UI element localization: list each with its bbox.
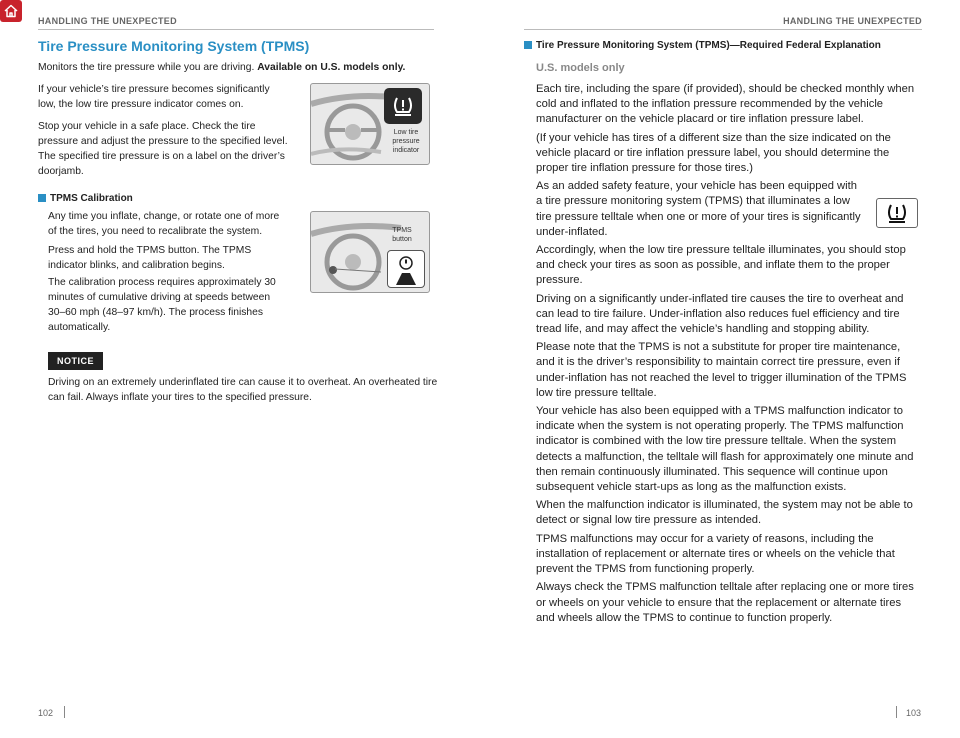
left-page-divider (64, 706, 65, 718)
federal-para: (If your vehicle has tires of a different size than the size indicated on the vehicle placard or tire inflation pressure label, you should determine the proper tire inflation pressure for those tires.) (536, 131, 891, 175)
tpms-button-figure (310, 211, 430, 293)
left-running-header: HANDLING THE UNEXPECTED (38, 16, 177, 26)
cal-para-2: Press and hold the TPMS button. The TPMS indicator blinks, and calibration begins. (48, 245, 252, 271)
section-marker (38, 194, 46, 202)
home-button[interactable] (0, 0, 22, 22)
federal-explanation-body (536, 82, 920, 629)
dashboard-figure (310, 83, 430, 165)
federal-para: Always check the TPMS malfunction telltale after replacing one or more tires or wheels on your vehicle to ensure that the replacement or alternate tires and wheels allow the TPMS to continue to function properly. (536, 581, 914, 624)
federal-para: Each tire, including the spare (if provided), should be checked monthly when cold and inflated to the inflation pressure recommended by the vehicle manufacturer on the vehicle placard or tire inflation pressure label. (536, 83, 915, 126)
section-marker (524, 41, 532, 49)
low-tire-indicator-callout (384, 88, 422, 124)
cal-para-3: The calibration process requires approximately 30 minutes of cumulative driving at speeds between 30–60 mph (48–97 km/h). The process finishes automatically. (48, 277, 276, 333)
para-stop-vehicle: Stop your vehicle in a safe place. Check the tire pressure and adjust the pressure to the specified level. The specified tire pressure is on a label on the driver’s doorjamb. (38, 121, 288, 177)
fig1-label: Low tire pressure indicator (392, 129, 420, 154)
cal-para-1: Any time you inflate, change, or rotate one of more of the tires, you need to recalibrate the system. (48, 211, 280, 237)
right-header-rule (524, 29, 922, 30)
tpms-warning-icon (391, 95, 415, 117)
us-models-only: U.S. models only (536, 62, 625, 74)
federal-para: Please note that the TPMS is not a substitute for proper tire maintenance, and it is the driver’s responsibility to maintain correct tire pressure, even if under-inflation has not reached the level to trigger illumination of the TPMS low tire pressure telltale. (536, 341, 907, 399)
federal-para: When the malfunction indicator is illuminated, the system may not be able to detect or signal low tire pressure as intended. (536, 499, 913, 527)
para-low-pressure: If your vehicle’s tire pressure becomes significantly low, the low tire pressure indicator comes on. (38, 84, 270, 110)
home-icon (3, 3, 19, 19)
calibration-heading-text: TPMS Calibration (50, 193, 133, 204)
intro-text (38, 60, 438, 75)
right-page-number: 103 (906, 708, 922, 718)
left-header-rule (38, 29, 434, 30)
right-running-header: HANDLING THE UNEXPECTED (783, 16, 922, 26)
intro-bold: Available on U.S. models only. (257, 62, 406, 73)
page-title: Tire Pressure Monitoring System (TPMS) (38, 38, 310, 54)
notice-badge: NOTICE (48, 352, 103, 370)
fig2-label: TPMS button (392, 227, 412, 243)
federal-para: Your vehicle has also been equipped with a TPMS malfunction indicator to indicate when the system is not operating properly. The TPMS malfunction indicator is combined with the low tire pressure telltale. When the system detects a malfunction, the telltale will flash for approximately one minute and then remain continuously illuminated. This sequence will continue upon subsequent vehicle start-ups as long as the malfunction exists. (536, 405, 914, 494)
federal-explanation-heading (524, 40, 881, 51)
calibration-subheading (38, 193, 133, 204)
left-page-number: 102 (38, 708, 54, 718)
federal-para: TPMS malfunctions may occur for a variety of reasons, including the installation of replacement or alternate tires or wheels on the vehicle that prevent the TPMS from functioning properly. (536, 532, 895, 576)
tpms-button-callout (387, 250, 425, 288)
press-button-icon (388, 251, 424, 287)
intro-normal: Monitors the tire pressure while you are driving. (38, 62, 258, 73)
federal-para: Accordingly, when the low tire pressure telltale illuminates, you should stop and check your tires as soon as possible, and inflate them to the proper pressure. (536, 244, 906, 287)
federal-heading-text: Tire Pressure Monitoring System (TPMS)—Required Federal Explanation (536, 40, 881, 51)
right-page-divider (896, 706, 897, 718)
federal-para: As an added safety feature, your vehicle has been equipped with a tire pressure monitoring system (TPMS) that illuminates a low tire pressure telltale when one or more of your tires is significantly under-inflated. (536, 180, 861, 238)
federal-para: Driving on a significantly under-inflated tire causes the tire to overheat and can lead to tire failure. Under-inflation also reduces fuel efficiency and tire tread life, and may affect the vehicle’s handling and stopping ability. (536, 292, 904, 336)
notice-text: Driving on an extremely underinflated tire can cause it to overheat. An overheated tire can fail. Always inflate your tires to the specified pressure. (48, 377, 438, 403)
